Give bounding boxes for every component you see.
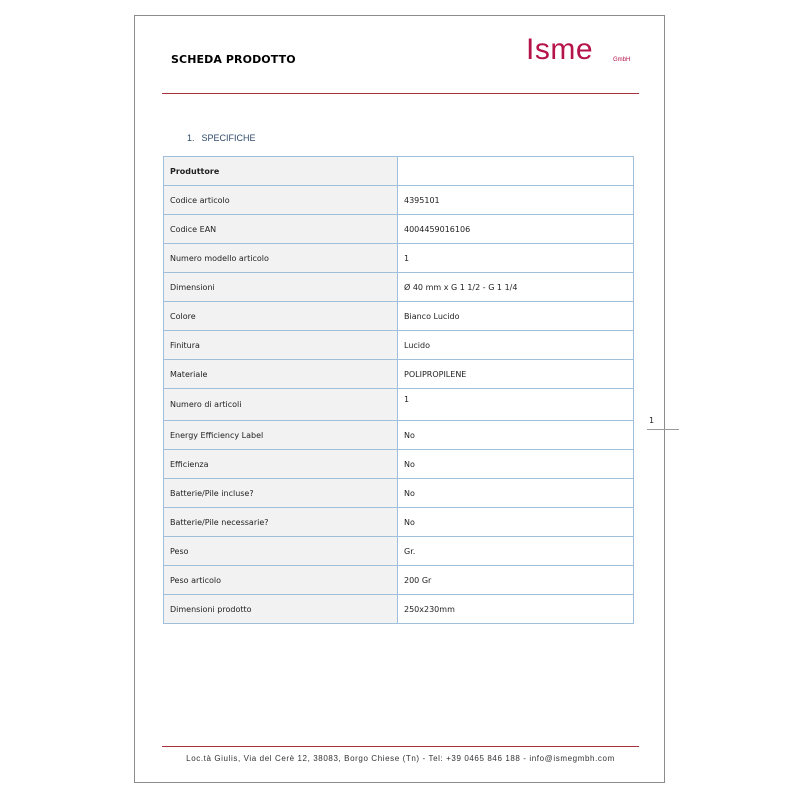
table-row [164,331,634,360]
spec-label: Produttore [164,157,398,186]
table-row [164,508,634,537]
spec-label: Peso articolo [164,566,398,595]
table-row [164,595,634,624]
spec-value: No [398,450,634,479]
table-row [164,479,634,508]
spec-label: Batterie/Pile incluse? [164,479,398,508]
spec-value: 1 [398,389,634,421]
header-divider [162,93,639,94]
table-row [164,360,634,389]
table-row [164,157,634,186]
spec-value: 250x230mm [398,595,634,624]
spec-label: Colore [164,302,398,331]
spec-label: Peso [164,537,398,566]
margin-page-number: 1 [649,416,655,425]
spec-label: Numero di articoli [164,389,398,421]
spec-value: No [398,479,634,508]
logo-word: Isme [526,33,594,66]
section-title: SPECIFICHE [201,133,256,143]
spec-label: Materiale [164,360,398,389]
table-row [164,450,634,479]
table-row [164,421,634,450]
logo-suffix: GmbH [613,57,631,63]
spec-value: POLIPROPILENE [398,360,634,389]
margin-line [647,429,679,430]
specifications-table [163,156,634,624]
spec-value: 4395101 [398,186,634,215]
spec-value: 4004459016106 [398,215,634,244]
spec-value: 1 [398,244,634,273]
spec-label: Codice articolo [164,186,398,215]
spec-value: 200 Gr [398,566,634,595]
spec-value: Bianco Lucido [398,302,634,331]
table-row [164,537,634,566]
table-row [164,215,634,244]
spec-value: Lucido [398,331,634,360]
spec-value [398,157,634,186]
table-row [164,273,634,302]
spec-label: Numero modello articolo [164,244,398,273]
spec-value: Ø 40 mm x G 1 1/2 - G 1 1/4 [398,273,634,302]
table-row [164,244,634,273]
spec-value: Gr. [398,537,634,566]
document-title: SCHEDA PRODOTTO [171,53,296,66]
footer-divider [162,746,639,747]
isme-logo [526,33,631,67]
section-number: 1. [187,133,195,143]
footer-address: Loc.tà Giulis, Via del Cerè 12, 38083, Borgo Chiese (Tn) - Tel: +39 0465 846 188 - info@ismegmbh.com [186,754,615,763]
spec-label: Finitura [164,331,398,360]
table-row [164,566,634,595]
spec-label: Dimensioni prodotto [164,595,398,624]
spec-label: Batterie/Pile necessarie? [164,508,398,537]
table-row [164,389,634,421]
spec-label: Dimensioni [164,273,398,302]
spec-value: No [398,508,634,537]
table-row [164,302,634,331]
table-row [164,186,634,215]
spec-label: Codice EAN [164,215,398,244]
spec-label: Efficienza [164,450,398,479]
spec-value: No [398,421,634,450]
spec-label: Energy Efficiency Label [164,421,398,450]
section-heading [187,133,256,143]
